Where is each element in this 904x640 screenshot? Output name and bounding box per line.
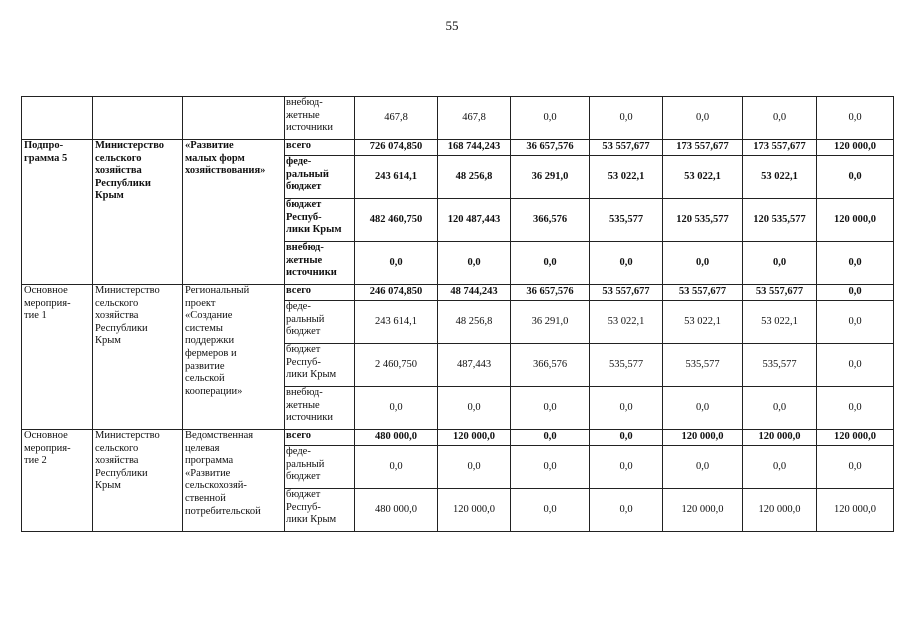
amount-cell: 53 557,677 (743, 285, 817, 301)
amount-cell: 53 022,1 (743, 156, 817, 199)
amount-cell: 0,0 (590, 387, 663, 430)
amount-cell: 53 022,1 (663, 156, 743, 199)
amount-cell: 120 000,0 (743, 489, 817, 532)
executor-cell (93, 97, 183, 140)
measure-name-cell: Региональный проект «Создание системы поддержки фермеров и развитие сельской кооперации» (183, 285, 285, 430)
amount-cell: 36 291,0 (511, 156, 590, 199)
amount-cell: 0,0 (743, 97, 817, 140)
amount-cell: 0,0 (511, 430, 590, 446)
amount-cell: 366,576 (511, 199, 590, 242)
funding-source-cell: бюджет Респуб- лики Крым (285, 344, 355, 387)
budget-table (21, 96, 894, 532)
amount-cell: 0,0 (590, 446, 663, 489)
amount-cell: 53 557,677 (663, 285, 743, 301)
amount-cell: 36 657,576 (511, 140, 590, 156)
amount-cell: 120 000,0 (438, 430, 511, 446)
amount-cell: 53 022,1 (590, 156, 663, 199)
amount-cell: 0,0 (817, 97, 894, 140)
amount-cell: 120 000,0 (817, 199, 894, 242)
table-row (22, 285, 894, 301)
amount-cell: 0,0 (663, 387, 743, 430)
funding-source-cell: внебюд- жетные источники (285, 242, 355, 285)
funding-source-cell: феде- ральный бюджет (285, 156, 355, 199)
amount-cell: 53 022,1 (590, 301, 663, 344)
amount-cell: 0,0 (817, 387, 894, 430)
measure-name-cell: Ведомственная целевая программа «Развитие сельскохозяй- ственной потребительской (183, 430, 285, 532)
amount-cell: 120 000,0 (817, 430, 894, 446)
amount-cell: 0,0 (817, 301, 894, 344)
executor-cell: Министерство сельского хозяйства Республики Крым (93, 140, 183, 285)
amount-cell: 535,577 (663, 344, 743, 387)
amount-cell: 0,0 (743, 242, 817, 285)
amount-cell: 2 460,750 (355, 344, 438, 387)
amount-cell: 0,0 (663, 97, 743, 140)
amount-cell: 0,0 (511, 446, 590, 489)
amount-cell: 53 557,677 (590, 285, 663, 301)
table-row (22, 140, 894, 156)
program-cell (22, 97, 93, 140)
funding-source-cell: всего (285, 285, 355, 301)
amount-cell: 467,8 (438, 97, 511, 140)
funding-source-cell: феде- ральный бюджет (285, 446, 355, 489)
amount-cell: 535,577 (590, 199, 663, 242)
amount-cell: 0,0 (590, 97, 663, 140)
amount-cell: 243 614,1 (355, 156, 438, 199)
amount-cell: 0,0 (817, 446, 894, 489)
amount-cell: 487,443 (438, 344, 511, 387)
amount-cell: 0,0 (511, 387, 590, 430)
amount-cell: 467,8 (355, 97, 438, 140)
amount-cell: 120 000,0 (663, 489, 743, 532)
amount-cell: 0,0 (511, 242, 590, 285)
table-row (22, 430, 894, 446)
amount-cell: 482 460,750 (355, 199, 438, 242)
amount-cell: 0,0 (817, 156, 894, 199)
amount-cell: 480 000,0 (355, 430, 438, 446)
amount-cell: 120 000,0 (438, 489, 511, 532)
amount-cell: 535,577 (743, 344, 817, 387)
amount-cell: 0,0 (817, 242, 894, 285)
page-number: 55 (445, 18, 459, 33)
funding-source-cell: внебюд- жетные источники (285, 97, 355, 140)
amount-cell: 53 022,1 (743, 301, 817, 344)
amount-cell: 0,0 (355, 446, 438, 489)
amount-cell: 120 535,577 (743, 199, 817, 242)
funding-source-cell: феде- ральный бюджет (285, 301, 355, 344)
amount-cell: 120 000,0 (663, 430, 743, 446)
amount-cell: 0,0 (743, 387, 817, 430)
amount-cell: 120 000,0 (817, 140, 894, 156)
amount-cell: 120 000,0 (743, 430, 817, 446)
amount-cell: 535,577 (590, 344, 663, 387)
amount-cell: 0,0 (590, 430, 663, 446)
executor-cell: Министерство сельского хозяйства Республики Крым (93, 285, 183, 430)
amount-cell: 53 557,677 (590, 140, 663, 156)
funding-source-cell: всего (285, 430, 355, 446)
amount-cell: 0,0 (511, 489, 590, 532)
program-cell: Подпро- грамма 5 (22, 140, 93, 285)
executor-cell: Министерство сельского хозяйства Республики Крым (93, 430, 183, 532)
funding-source-cell: бюджет Респуб- лики Крым (285, 199, 355, 242)
amount-cell: 0,0 (817, 285, 894, 301)
amount-cell: 0,0 (438, 387, 511, 430)
program-cell: Основное мероприя- тие 1 (22, 285, 93, 430)
amount-cell: 366,576 (511, 344, 590, 387)
amount-cell: 173 557,677 (743, 140, 817, 156)
amount-cell: 0,0 (438, 446, 511, 489)
amount-cell: 120 487,443 (438, 199, 511, 242)
amount-cell: 48 256,8 (438, 301, 511, 344)
table-row (22, 97, 894, 140)
measure-name-cell: «Развитие малых форм хозяйствования» (183, 140, 285, 285)
amount-cell: 726 074,850 (355, 140, 438, 156)
amount-cell: 0,0 (511, 97, 590, 140)
amount-cell: 48 744,243 (438, 285, 511, 301)
funding-source-cell: внебюд- жетные источники (285, 387, 355, 430)
amount-cell: 243 614,1 (355, 301, 438, 344)
amount-cell: 168 744,243 (438, 140, 511, 156)
amount-cell: 480 000,0 (355, 489, 438, 532)
amount-cell: 0,0 (743, 446, 817, 489)
amount-cell: 120 535,577 (663, 199, 743, 242)
amount-cell: 246 074,850 (355, 285, 438, 301)
funding-source-cell: бюджет Респуб- лики Крым (285, 489, 355, 532)
amount-cell: 0,0 (355, 387, 438, 430)
amount-cell: 0,0 (590, 242, 663, 285)
amount-cell: 0,0 (355, 242, 438, 285)
amount-cell: 0,0 (438, 242, 511, 285)
amount-cell: 36 657,576 (511, 285, 590, 301)
amount-cell: 53 022,1 (663, 301, 743, 344)
amount-cell: 0,0 (590, 489, 663, 532)
program-cell: Основное мероприя- тие 2 (22, 430, 93, 532)
amount-cell: 36 291,0 (511, 301, 590, 344)
amount-cell: 173 557,677 (663, 140, 743, 156)
measure-name-cell (183, 97, 285, 140)
amount-cell: 48 256,8 (438, 156, 511, 199)
amount-cell: 120 000,0 (817, 489, 894, 532)
amount-cell: 0,0 (663, 446, 743, 489)
amount-cell: 0,0 (817, 344, 894, 387)
funding-source-cell: всего (285, 140, 355, 156)
amount-cell: 0,0 (663, 242, 743, 285)
